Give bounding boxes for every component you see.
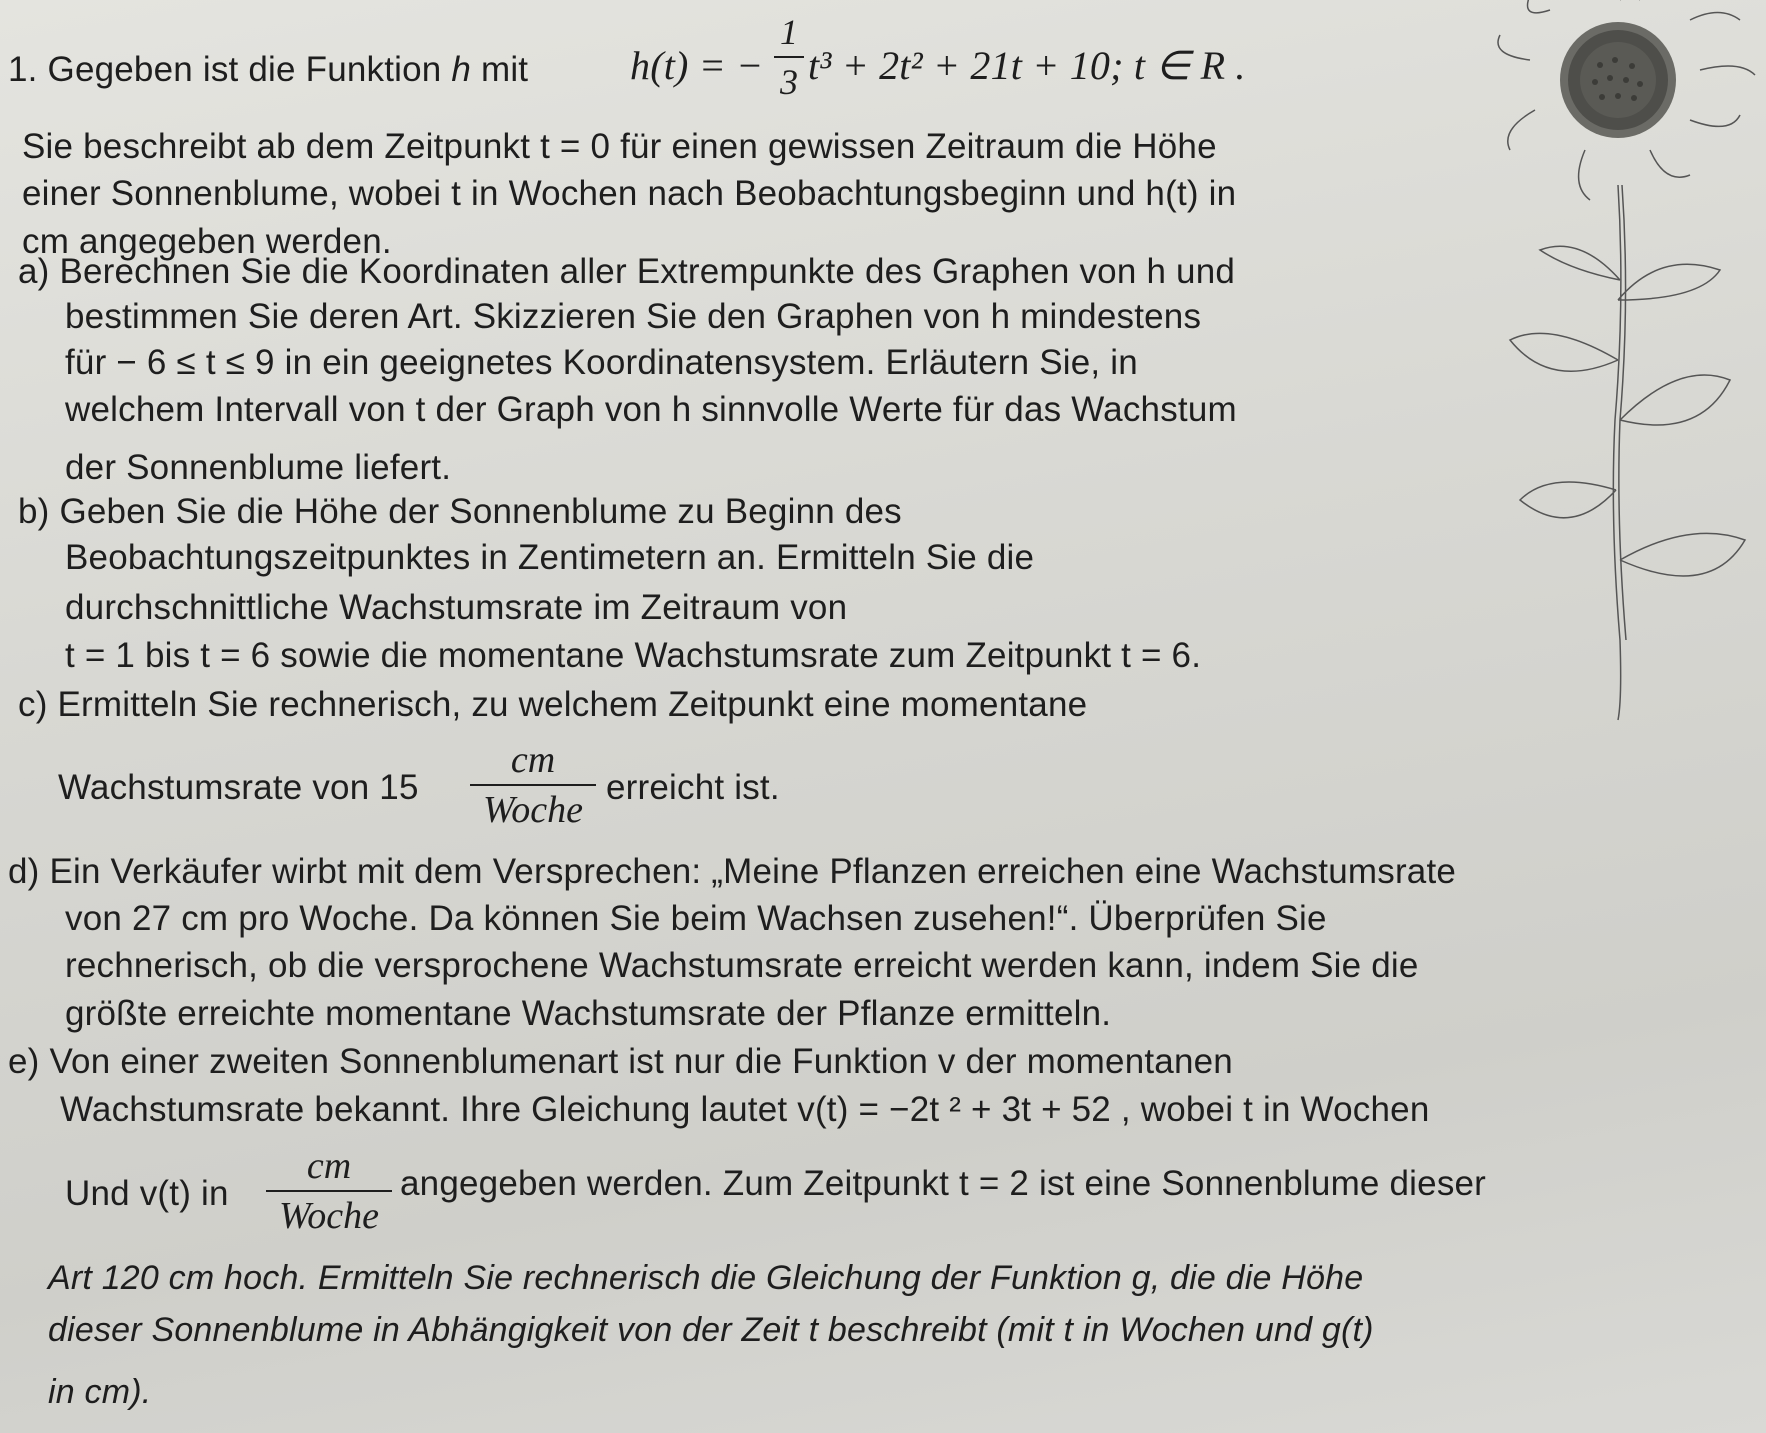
task-intro-line-3: einer Sonnenblume, wobei t in Wochen nach Beobachtungsbeginn und h(t) in bbox=[22, 174, 1237, 213]
part-e-line-4: Art 120 cm hoch. Ermitteln Sie rechnerisch die Gleichung der Funktion g, die die Höhe bbox=[48, 1259, 1364, 1297]
part-d-line-4: größte erreichte momentane Wachstumsrate der Pflanze ermitteln. bbox=[65, 994, 1112, 1033]
sunflower-sketch-icon bbox=[1490, 0, 1766, 760]
function-formula-lhs: h(t) = − bbox=[630, 43, 764, 88]
formula-fraction: 1 3 bbox=[774, 10, 804, 104]
part-e-line-3-post: angegeben werden. Zum Zeitpunkt t = 2 ist eine Sonnenblume dieser bbox=[400, 1164, 1487, 1203]
part-e-line-2: Wachstumsrate bekannt. Ihre Gleichung lautet v(t) = −2t ² + 3t + 52 , wobei t in Wochen bbox=[60, 1090, 1430, 1129]
part-d-line-3: rechnerisch, ob die versprochene Wachstumsrate erreicht werden kann, indem Sie die bbox=[65, 946, 1419, 985]
part-e-line-3-pre: Und v(t) in bbox=[65, 1174, 229, 1213]
part-e-unit-fraction: cm Woche bbox=[266, 1144, 392, 1238]
task-intro-line-1: 1. Gegeben ist die Funktion h mit bbox=[8, 50, 529, 89]
part-b-line-4: t = 1 bis t = 6 sowie die momentane Wachstumsrate zum Zeitpunkt t = 6. bbox=[65, 636, 1202, 675]
part-e-line-1: e) Von einer zweiten Sonnenblumenart ist nur die Funktion v der momentanen bbox=[8, 1042, 1233, 1081]
part-a-line-5: der Sonnenblume liefert. bbox=[65, 448, 452, 487]
part-e-line-5: dieser Sonnenblume in Abhängigkeit von der Zeit t beschreibt (mit t in Wochen und g(t) bbox=[48, 1311, 1374, 1349]
part-a-line-4: welchem Intervall von t der Graph von h sinnvolle Werte für das Wachstum bbox=[65, 390, 1237, 429]
part-e-line-6: in cm). bbox=[48, 1373, 152, 1411]
part-c-line-1: c) Ermitteln Sie rechnerisch, zu welchem Zeitpunkt eine momentane bbox=[18, 685, 1088, 724]
part-a-line-2: bestimmen Sie deren Art. Skizzieren Sie den Graphen von h mindestens bbox=[65, 297, 1202, 336]
part-a-line-3: für − 6 ≤ t ≤ 9 in ein geeignetes Koordinatensystem. Erläutern Sie, in bbox=[65, 343, 1138, 382]
function-formula-rhs: t³ + 2t² + 21t + 10; t ∈ R . bbox=[808, 43, 1246, 88]
part-a-line-1: a) Berechnen Sie die Koordinaten aller Extrempunkte des Graphen von h und bbox=[18, 252, 1236, 291]
task-intro-line-2: Sie beschreibt ab dem Zeitpunkt t = 0 für einen gewissen Zeitraum die Höhe bbox=[22, 127, 1217, 166]
part-c-line-2-pre: Wachstumsrate von 15 bbox=[58, 768, 419, 807]
part-b-line-3: durchschnittliche Wachstumsrate im Zeitraum von bbox=[65, 588, 848, 627]
part-d-line-2: von 27 cm pro Woche. Da können Sie beim Wachsen zusehen!“. Überprüfen Sie bbox=[65, 899, 1327, 938]
task-intro-line-4: cm angegeben werden. bbox=[22, 222, 392, 261]
part-d-line-1: d) Ein Verkäufer wirbt mit dem Versprechen: „Meine Pflanzen erreichen eine Wachstumsrate bbox=[8, 852, 1457, 891]
part-c-unit-fraction: cm Woche bbox=[470, 738, 596, 832]
part-b-line-1: b) Geben Sie die Höhe der Sonnenblume zu Beginn des bbox=[18, 492, 902, 531]
part-c-line-2-post: erreicht ist. bbox=[606, 768, 780, 807]
part-b-line-2: Beobachtungszeitpunktes in Zentimetern an. Ermitteln Sie die bbox=[65, 538, 1035, 577]
